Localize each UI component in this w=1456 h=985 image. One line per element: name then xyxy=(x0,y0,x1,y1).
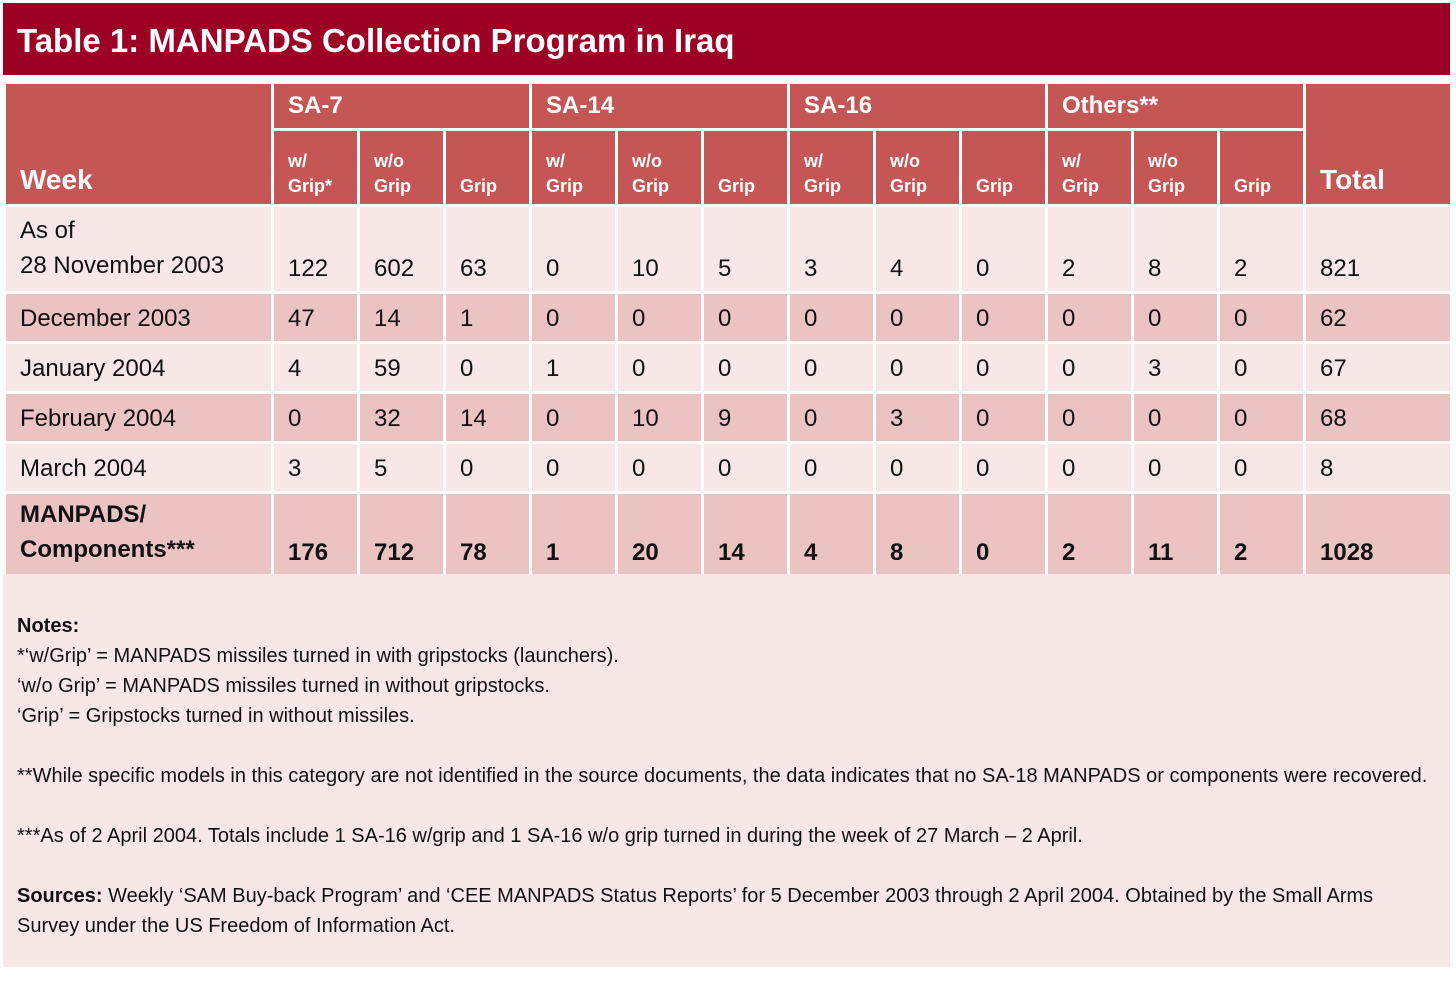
table-cell: 0 xyxy=(961,393,1047,443)
sub-header-cell xyxy=(703,130,789,206)
sub-header-line: Grip xyxy=(1148,176,1186,196)
table-cell: 602 xyxy=(359,206,445,293)
sources-label: Sources: xyxy=(17,885,103,907)
table-cell: 0 xyxy=(875,443,961,493)
table-cell: 0 xyxy=(1219,393,1305,443)
table-cell: 0 xyxy=(531,393,617,443)
table-cell: 0 xyxy=(1133,443,1219,493)
sub-header-cell xyxy=(273,130,359,206)
sub-header-cell xyxy=(359,130,445,206)
sub-header-cell xyxy=(1133,130,1219,206)
table-cell: 1 xyxy=(445,293,531,343)
table-cell: 2 xyxy=(1047,493,1133,577)
table-cell: 14 xyxy=(445,393,531,443)
group-header-sa14: SA-14 xyxy=(531,83,789,130)
table-cell: 78 xyxy=(445,493,531,577)
sub-header-cell xyxy=(617,130,703,206)
table-cell: 0 xyxy=(961,443,1047,493)
table-row xyxy=(5,206,1452,293)
row-label-line: March 2004 xyxy=(20,455,147,482)
table-cell: 0 xyxy=(703,293,789,343)
notes-heading: Notes: xyxy=(17,615,80,637)
sub-header-line: Grip xyxy=(890,176,928,196)
table-cell: 11 xyxy=(1133,493,1219,577)
table-cell: 20 xyxy=(617,493,703,577)
table-row xyxy=(5,393,1452,443)
week-column-header: Week xyxy=(5,83,273,206)
table-cell: 176 xyxy=(273,493,359,577)
table-cell: 0 xyxy=(961,293,1047,343)
row-total-cell: 8 xyxy=(1305,443,1452,493)
table-cell: 3 xyxy=(273,443,359,493)
table-cell: 0 xyxy=(1047,293,1133,343)
table-cell: 0 xyxy=(273,393,359,443)
sub-header-cell xyxy=(1219,130,1305,206)
sub-header-line: Grip xyxy=(374,176,412,196)
sub-header-line: Grip xyxy=(976,176,1014,196)
table-cell: 8 xyxy=(1133,206,1219,293)
row-total-cell: 1028 xyxy=(1305,493,1452,577)
table-cell: 0 xyxy=(617,293,703,343)
sub-header-cell xyxy=(789,130,875,206)
table-cell: 4 xyxy=(789,493,875,577)
sub-header-line xyxy=(718,149,787,174)
table-cell: 0 xyxy=(875,293,961,343)
row-total-cell: 62 xyxy=(1305,293,1452,343)
table-cell: 0 xyxy=(789,293,875,343)
row-label-line: February 2004 xyxy=(20,405,177,432)
table-cell: 0 xyxy=(445,443,531,493)
group-header-others: Others** xyxy=(1047,83,1305,130)
row-label xyxy=(5,206,273,293)
totals-row xyxy=(5,493,1452,577)
group-header-sa7: SA-7 xyxy=(273,83,531,130)
sub-header-cell xyxy=(531,130,617,206)
table-cell: 0 xyxy=(789,343,875,393)
row-label xyxy=(5,443,273,493)
sub-header-line: Grip xyxy=(632,176,670,196)
table-row xyxy=(5,443,1452,493)
table-cell: 3 xyxy=(1133,343,1219,393)
sub-header-line: Grip xyxy=(460,176,498,196)
header-group-row xyxy=(5,83,1452,130)
note-grip: ‘Grip’ = Gripstocks turned in without missiles. xyxy=(17,705,415,727)
row-label xyxy=(5,393,273,443)
sub-header-line: Grip* xyxy=(288,176,333,196)
table-cell: 9 xyxy=(703,393,789,443)
table-cell: 0 xyxy=(1047,393,1133,443)
table-cell: 0 xyxy=(703,443,789,493)
group-header-sa16: SA-16 xyxy=(789,83,1047,130)
table-cell: 0 xyxy=(703,343,789,393)
table-cell: 0 xyxy=(1047,343,1133,393)
table-cell: 0 xyxy=(531,206,617,293)
table-cell: 14 xyxy=(359,293,445,343)
table-cell: 0 xyxy=(789,443,875,493)
table-cell: 32 xyxy=(359,393,445,443)
table-cell: 0 xyxy=(1133,293,1219,343)
sources-note xyxy=(17,881,1436,941)
table-cell: 122 xyxy=(273,206,359,293)
row-label-line: January 2004 xyxy=(20,355,166,382)
table-cell: 10 xyxy=(617,393,703,443)
table-cell: 0 xyxy=(1219,443,1305,493)
table-cell: 0 xyxy=(961,343,1047,393)
table-cell: 2 xyxy=(1219,493,1305,577)
table-cell: 14 xyxy=(703,493,789,577)
table-cell: 0 xyxy=(617,343,703,393)
table-cell: 0 xyxy=(789,393,875,443)
sources-text: Weekly ‘SAM Buy-back Program’ and ‘CEE MANPADS Status Reports’ for 5 December 2003 through 2 April 2004. Obtained by the Small Arms Survey under the US Freedom of Information Act. xyxy=(17,885,1374,937)
table-cell: 2 xyxy=(1219,206,1305,293)
row-label-line: Components*** xyxy=(20,536,195,563)
table-cell: 4 xyxy=(875,206,961,293)
table-cell: 4 xyxy=(273,343,359,393)
sub-header-line xyxy=(1234,149,1303,174)
table-cell: 0 xyxy=(445,343,531,393)
row-label-line: As of xyxy=(20,217,75,244)
sub-header-line: w/ xyxy=(1062,151,1082,171)
total-column-header: Total xyxy=(1305,83,1452,206)
table-cell: 0 xyxy=(531,293,617,343)
note-w-grip: *‘w/Grip’ = MANPADS missiles turned in with gripstocks (launchers). xyxy=(17,645,619,667)
table-cell: 0 xyxy=(1219,293,1305,343)
table-cell: 0 xyxy=(1047,443,1133,493)
table-cell: 5 xyxy=(703,206,789,293)
row-label-line: MANPADS/ xyxy=(20,501,147,528)
table-cell: 63 xyxy=(445,206,531,293)
table-title: Table 1: MANPADS Collection Program in Iraq xyxy=(3,3,1450,75)
notes-section xyxy=(3,574,1450,967)
sub-header-line: w/ xyxy=(546,151,566,171)
table-cell: 0 xyxy=(961,493,1047,577)
sub-header-line: Grip xyxy=(1234,176,1272,196)
table-cell: 10 xyxy=(617,206,703,293)
sub-header-line: w/o xyxy=(374,151,404,171)
sub-header-line: w/ xyxy=(804,151,824,171)
sub-header-cell xyxy=(1047,130,1133,206)
table-cell: 3 xyxy=(875,393,961,443)
table-cell: 0 xyxy=(1219,343,1305,393)
sub-header-line: Grip xyxy=(718,176,756,196)
sub-header-line: w/ xyxy=(288,151,308,171)
table-cell: 0 xyxy=(617,443,703,493)
table-cell: 47 xyxy=(273,293,359,343)
table-cell: 59 xyxy=(359,343,445,393)
table-cell: 712 xyxy=(359,493,445,577)
table-cell: 0 xyxy=(531,443,617,493)
row-total-cell: 67 xyxy=(1305,343,1452,393)
sub-header-cell xyxy=(445,130,531,206)
row-label xyxy=(5,493,273,577)
table-row xyxy=(5,293,1452,343)
sub-header-cell xyxy=(961,130,1047,206)
table-cell: 0 xyxy=(1133,393,1219,443)
table-cell: 3 xyxy=(789,206,875,293)
row-label-line: 28 November 2003 xyxy=(20,252,225,279)
manpads-table xyxy=(3,81,1453,578)
sub-header-line: Grip xyxy=(546,176,584,196)
table-body xyxy=(5,206,1452,577)
sub-header-line xyxy=(976,149,1045,174)
sub-header-line: w/o xyxy=(1148,151,1179,171)
note-others: **While specific models in this category are not identified in the source documents, the data indicates that no SA-18 MANPADS or components were recovered. xyxy=(17,765,1428,787)
note-totals: ***As of 2 April 2004. Totals include 1 SA-16 w/grip and 1 SA-16 w/o grip turned in during the week of 27 March – 2 April. xyxy=(17,825,1083,847)
sub-header-line: Grip xyxy=(1062,176,1100,196)
table-cell: 0 xyxy=(875,343,961,393)
row-label xyxy=(5,293,273,343)
sub-header-line xyxy=(460,149,529,174)
table-cell: 1 xyxy=(531,493,617,577)
row-label-line: December 2003 xyxy=(20,305,191,332)
row-label xyxy=(5,343,273,393)
sub-header-line: Grip xyxy=(804,176,842,196)
table-row xyxy=(5,343,1452,393)
sub-header-line: w/o xyxy=(632,151,663,171)
table-cell: 5 xyxy=(359,443,445,493)
note-wo-grip: ‘w/o Grip’ = MANPADS missiles turned in without gripstocks. xyxy=(17,675,550,697)
table-cell: 0 xyxy=(961,206,1047,293)
sub-header-line: w/o xyxy=(890,151,921,171)
table-cell: 1 xyxy=(531,343,617,393)
table-cell: 2 xyxy=(1047,206,1133,293)
table-cell: 8 xyxy=(875,493,961,577)
sub-header-cell xyxy=(875,130,961,206)
row-total-cell: 821 xyxy=(1305,206,1452,293)
row-total-cell: 68 xyxy=(1305,393,1452,443)
